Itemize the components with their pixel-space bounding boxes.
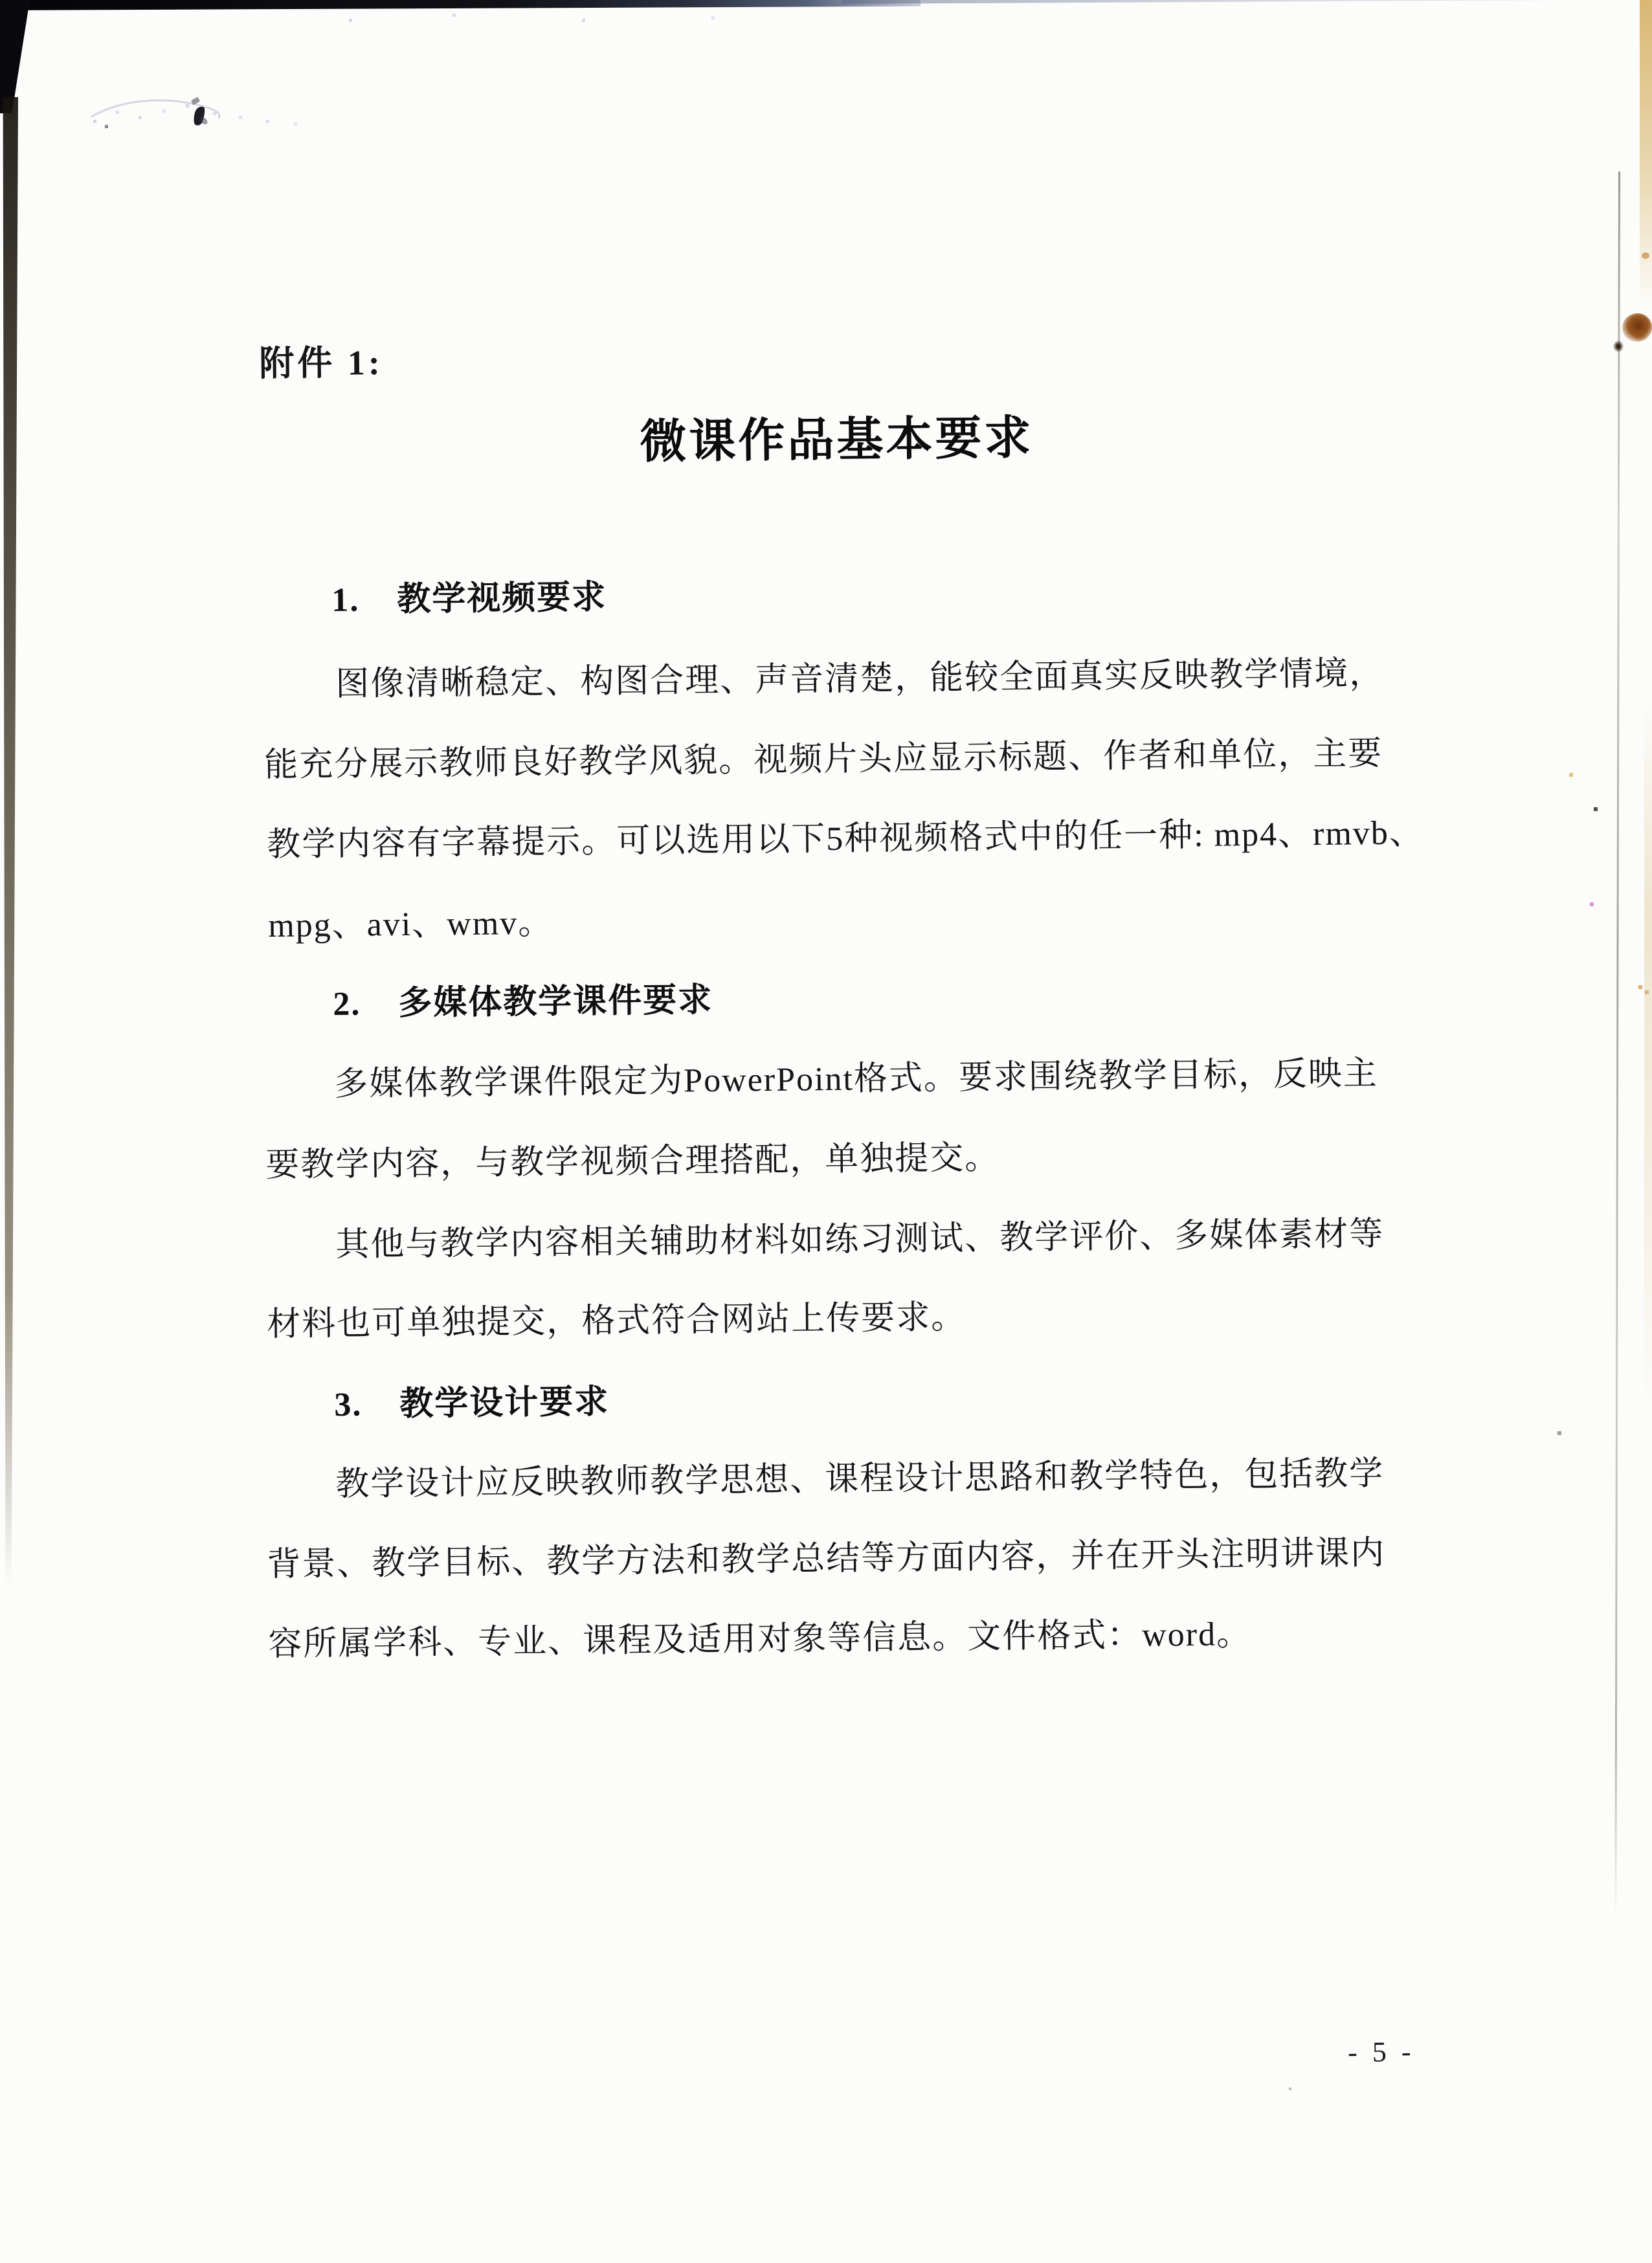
ink-stain-dot	[1613, 340, 1624, 352]
section-1-heading: 1. 教学视频要求	[331, 579, 607, 619]
paragraph-line: 教学内容有字幕提示。可以选用以下5种视频格式中的任一种: mp4、rmvb、	[266, 814, 1425, 864]
scan-corner-shadow	[0, 0, 30, 113]
section-3-heading: 3. 教学设计要求	[333, 1383, 610, 1423]
paragraph-line: 多媒体教学课件限定为PowerPoint格式。要求围绕教学目标，反映主	[333, 1055, 1379, 1103]
paragraph-line: 其他与教学内容相关辅助材料如练习测试、教学评价、多媒体素材等	[335, 1216, 1385, 1264]
scan-left-edge-strip	[1, 97, 18, 1586]
ink-stain-speck	[1642, 252, 1649, 259]
scan-top-edge-band	[0, 0, 921, 10]
scan-right-hairline	[1614, 172, 1620, 1919]
paragraph-line: 容所属学科、专业、课程及适用对象等信息。文件格式：word。	[267, 1616, 1252, 1663]
document-title: 微课作品基本要求	[639, 412, 1034, 468]
paragraph-line: mpg、avi、wmv。	[267, 904, 553, 944]
paragraph-line: 要教学内容，与教学视频合理搭配，单独提交。	[265, 1139, 1000, 1184]
paragraph-line: 背景、教学目标、教学方法和教学总结等方面内容，并在开头注明讲课内	[266, 1534, 1386, 1583]
scan-color-specks	[0, 0, 1, 1]
scan-noise-specks	[0, 0, 2, 2]
scan-right-edge-discoloration-lower	[1644, 699, 1652, 1411]
paragraph-line: 材料也可单独提交，格式符合网站上传要求。	[266, 1299, 966, 1343]
paragraph-line: 能充分展示教师良好教学风貌。视频片头应显示标题、作者和单位，主要	[263, 735, 1383, 784]
attachment-label: 附件 1:	[258, 342, 384, 383]
paragraph-line: 教学设计应反映教师教学思想、课程设计思路和教学特色，包括教学	[335, 1455, 1385, 1503]
stray-ink-mark	[192, 106, 206, 127]
scan-right-edge-discoloration	[1640, 0, 1652, 308]
stray-ink-tick	[191, 97, 200, 106]
ink-stain-spread	[1631, 329, 1648, 342]
ink-stain	[1619, 310, 1652, 345]
faint-pencil-curve	[84, 89, 240, 128]
section-2-heading: 2. 多媒体教学课件要求	[332, 981, 713, 1023]
page-number: - 5 -	[1347, 2035, 1415, 2068]
paragraph-line: 图像清晰稳定、构图合理、声音清楚，能较全面真实反映教学情境，	[335, 655, 1385, 703]
scan-top-edge-band-faint	[842, 0, 1652, 4]
